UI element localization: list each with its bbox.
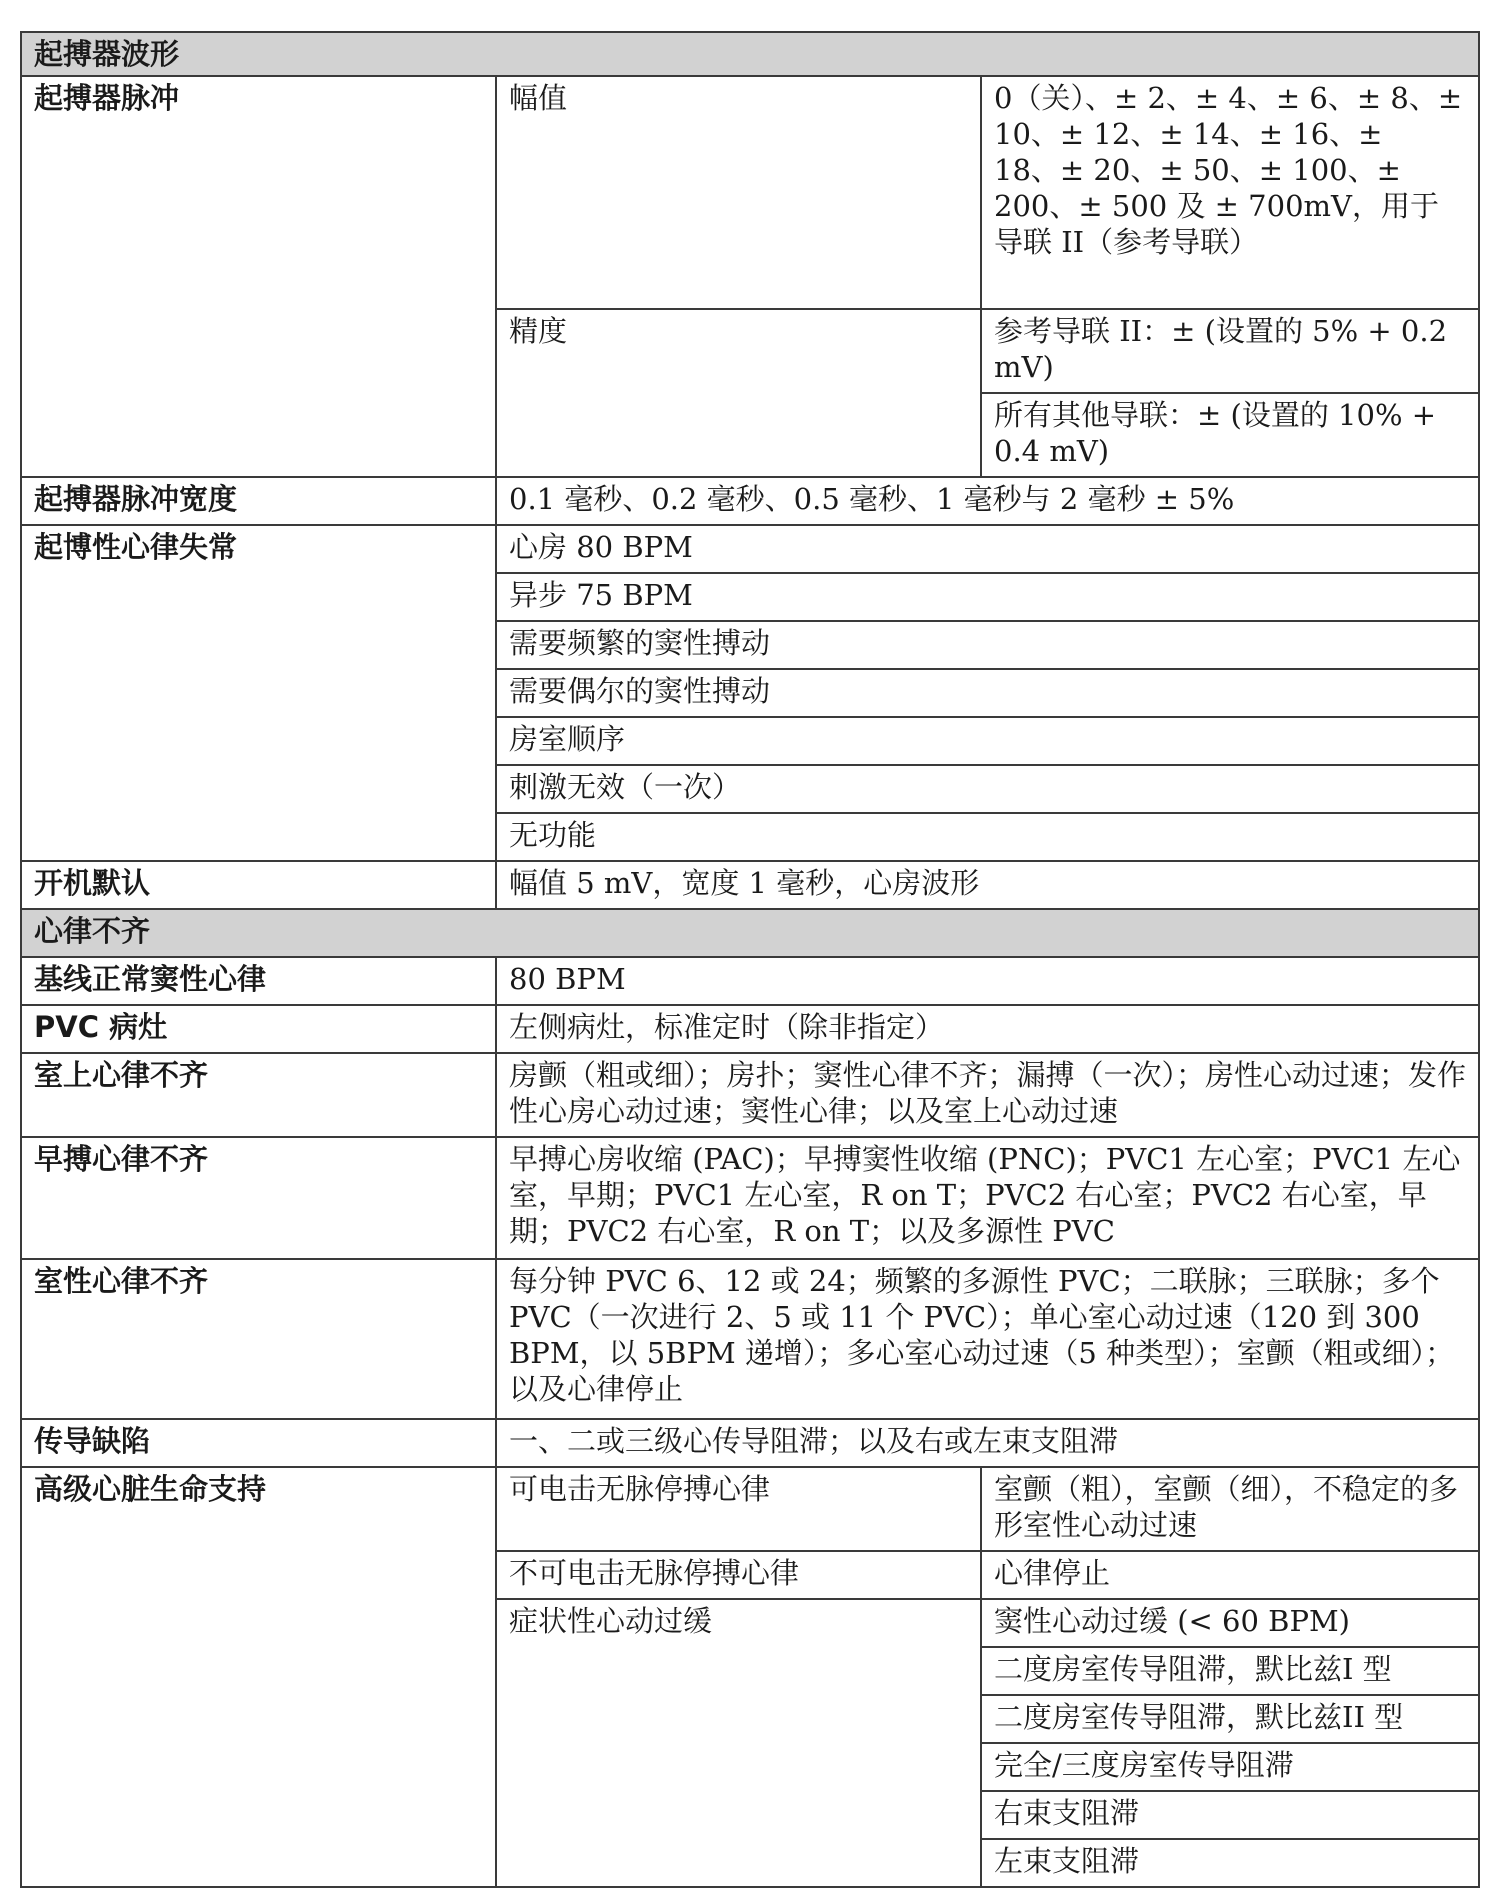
cell-power-on-default-value: 幅值 5 mV，宽度 1 毫秒，心房波形 bbox=[496, 861, 1479, 909]
list-item: 需要频繁的窦性搏动 bbox=[496, 621, 1479, 669]
row-value: 房颤（粗或细）；房扑；窦性心律不齐；漏搏（一次）；房性心动过速；发作性心房心动过速；窦性心律；以及室上心动过速 bbox=[496, 1053, 1479, 1137]
row-label: 早搏心律不齐 bbox=[21, 1137, 496, 1259]
cell-shockable-value: 室颤（粗），室颤（细），不稳定的多形室性心动过速 bbox=[981, 1467, 1479, 1551]
list-item: 心房 80 BPM bbox=[496, 525, 1479, 573]
row-value: 左侧病灶，标准定时（除非指定） bbox=[496, 1005, 1479, 1053]
list-item: 异步 75 BPM bbox=[496, 573, 1479, 621]
sub-label-bradycardia: 症状性心动过缓 bbox=[496, 1599, 981, 1887]
list-item: 二度房室传导阻滞，默比兹I 型 bbox=[981, 1647, 1479, 1695]
table-row bbox=[21, 477, 1479, 525]
list-item: 左束支阻滞 bbox=[981, 1839, 1479, 1887]
table-row bbox=[21, 1467, 1479, 1551]
section-header-arrhythmia bbox=[21, 909, 1479, 957]
section-title: 心律不齐 bbox=[21, 909, 1479, 957]
list-item: 刺激无效（一次） bbox=[496, 765, 1479, 813]
row-label: 基线正常窦性心律 bbox=[21, 957, 496, 1005]
row-label-pacer-pulse: 起搏器脉冲 bbox=[21, 76, 496, 477]
table-row bbox=[21, 1419, 1479, 1467]
row-value: 80 BPM bbox=[496, 957, 1479, 1005]
row-value: 一、二或三级心传导阻滞；以及右或左束支阻滞 bbox=[496, 1419, 1479, 1467]
list-item: 需要偶尔的窦性搏动 bbox=[496, 669, 1479, 717]
sub-label-amplitude: 幅值 bbox=[496, 76, 981, 309]
sub-label-accuracy: 精度 bbox=[496, 309, 981, 477]
row-label-acls: 高级心脏生命支持 bbox=[21, 1467, 496, 1887]
row-label: 室性心律不齐 bbox=[21, 1259, 496, 1419]
row-value: 每分钟 PVC 6、12 或 24；频繁的多源性 PVC；二联脉；三联脉；多个 PVC（一次进行 2、5 或 11 个 PVC）；单心室心动过速（120 到 300 BPM，以 5BPM 递增）；多心室心动过速（5 种类型）；室颤（粗或细）；以及心律停止 bbox=[496, 1259, 1479, 1419]
row-value: 早搏心房收缩 (PAC)；早搏窦性收缩 (PNC)；PVC1 左心室；PVC1 左心室，早期；PVC1 左心室，R on T；PVC2 右心室；PVC2 右心室，早期；PVC2 右心室，R on T；以及多源性 PVC bbox=[496, 1137, 1479, 1259]
row-label-power-on-default: 开机默认 bbox=[21, 861, 496, 909]
cell-amplitude-value: 0（关）、± 2、± 4、± 6、± 8、± 10、± 12、± 14、± 16、± 18、± 20、± 50、± 100、± 200、± 500 及 ± 700mV，用于导联 II（参考导联） bbox=[981, 76, 1479, 309]
table-row bbox=[21, 1005, 1479, 1053]
table-row bbox=[21, 1053, 1479, 1137]
cell-non-shockable-value: 心律停止 bbox=[981, 1551, 1479, 1599]
cell-accuracy-lead-ii: 参考导联 II：± (设置的 5% + 0.2 mV) bbox=[981, 309, 1479, 393]
list-item: 二度房室传导阻滞，默比兹II 型 bbox=[981, 1695, 1479, 1743]
table-row bbox=[21, 76, 1479, 309]
list-item: 窦性心动过缓 (< 60 BPM) bbox=[981, 1599, 1479, 1647]
table-row bbox=[21, 525, 1479, 573]
row-label-paced-arrhythmia: 起博性心律失常 bbox=[21, 525, 496, 861]
sub-label-non-shockable: 不可电击无脉停搏心律 bbox=[496, 1551, 981, 1599]
table-row bbox=[21, 1137, 1479, 1259]
cell-accuracy-other-leads: 所有其他导联：± (设置的 10% + 0.4 mV) bbox=[981, 393, 1479, 477]
row-label-pulse-width: 起搏器脉冲宽度 bbox=[21, 477, 496, 525]
list-item: 房室顺序 bbox=[496, 717, 1479, 765]
table-row bbox=[21, 1259, 1479, 1419]
cell-pulse-width-value: 0.1 毫秒、0.2 毫秒、0.5 毫秒、1 毫秒与 2 毫秒 ± 5% bbox=[496, 477, 1479, 525]
list-item: 完全/三度房室传导阻滞 bbox=[981, 1743, 1479, 1791]
section-header-pacer bbox=[21, 32, 1479, 76]
list-item: 右束支阻滞 bbox=[981, 1791, 1479, 1839]
table-row bbox=[21, 957, 1479, 1005]
list-item: 无功能 bbox=[496, 813, 1479, 861]
sub-label-shockable: 可电击无脉停搏心律 bbox=[496, 1467, 981, 1551]
row-label: PVC 病灶 bbox=[21, 1005, 496, 1053]
spec-table bbox=[20, 31, 1480, 1888]
section-title: 起搏器波形 bbox=[21, 32, 1479, 76]
row-label: 传导缺陷 bbox=[21, 1419, 496, 1467]
row-label: 室上心律不齐 bbox=[21, 1053, 496, 1137]
table-row bbox=[21, 861, 1479, 909]
